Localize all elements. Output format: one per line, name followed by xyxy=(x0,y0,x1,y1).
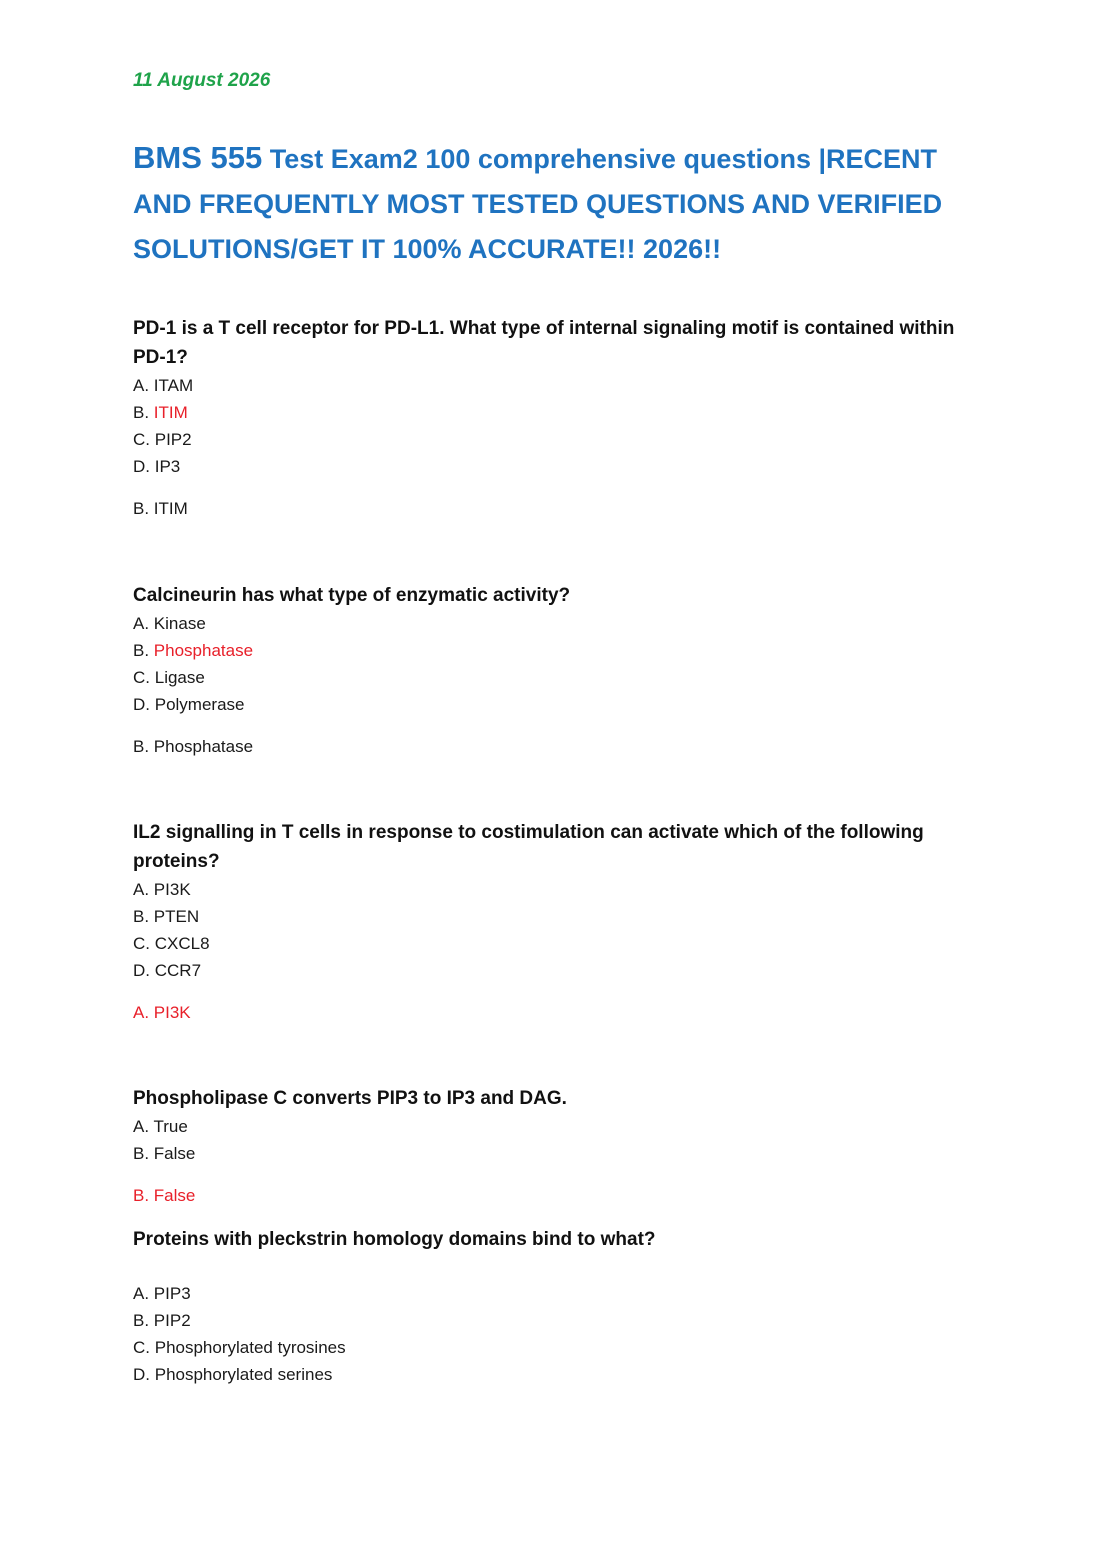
option-d xyxy=(133,957,973,984)
option-letter: A. xyxy=(133,880,154,899)
option-d xyxy=(133,691,973,718)
options-list xyxy=(133,876,973,984)
option-text: CCR7 xyxy=(154,961,202,980)
option-b xyxy=(133,637,973,664)
option-text: ITAM xyxy=(153,376,194,395)
option-letter: C. xyxy=(133,934,155,953)
option-b xyxy=(133,1307,973,1334)
document-title xyxy=(133,135,983,272)
option-letter: D. xyxy=(133,695,155,714)
question-text: Proteins with pleckstrin homology domains bind to what? xyxy=(133,1229,656,1250)
option-letter: A. xyxy=(133,376,154,395)
answer-text: A. PI3K xyxy=(133,1003,191,1022)
option-b xyxy=(133,903,973,930)
question-text: Phospholipase C converts PIP3 to IP3 and DAG. xyxy=(133,1088,567,1109)
option-letter: A. xyxy=(133,614,154,633)
option-a xyxy=(133,372,973,399)
option-letter: B. xyxy=(133,641,154,660)
option-letter: D. xyxy=(133,961,155,980)
option-a xyxy=(133,1113,973,1140)
course-code: BMS 555 xyxy=(133,140,263,175)
question-text: Calcineurin has what type of enzymatic activity? xyxy=(133,585,571,606)
question-block-3 xyxy=(133,818,973,1026)
option-text: Ligase xyxy=(154,668,205,687)
option-text: PI3K xyxy=(153,880,191,899)
options-list xyxy=(133,372,973,480)
option-letter: A. xyxy=(133,1284,154,1303)
option-letter: B. xyxy=(133,1311,154,1330)
option-a xyxy=(133,1280,973,1307)
option-a xyxy=(133,610,973,637)
question-block-2 xyxy=(133,581,973,760)
option-letter: D. xyxy=(133,1365,155,1384)
question-text: IL2 signalling in T cells in response to costimulation can activate which of the following proteins? xyxy=(133,822,924,872)
option-letter: B. xyxy=(133,1144,154,1163)
answer-text: B. False xyxy=(133,1186,196,1205)
options-list xyxy=(133,1280,973,1388)
option-c xyxy=(133,664,973,691)
options-list xyxy=(133,610,973,718)
answer-text: B. ITIM xyxy=(133,499,188,518)
option-c xyxy=(133,930,973,957)
option-c xyxy=(133,1334,973,1361)
option-text: PIP2 xyxy=(154,430,192,449)
document-date: 11 August 2026 xyxy=(133,70,271,91)
option-text: Polymerase xyxy=(154,695,245,714)
option-text: CXCL8 xyxy=(154,934,210,953)
option-d xyxy=(133,453,973,480)
option-text: PTEN xyxy=(153,907,200,926)
option-text: Phosphorylated tyrosines xyxy=(154,1338,346,1357)
options-list xyxy=(133,1113,973,1167)
option-letter: B. xyxy=(133,403,154,422)
option-d xyxy=(133,1361,973,1388)
question-block-1 xyxy=(133,314,973,522)
option-letter: C. xyxy=(133,668,155,687)
option-b xyxy=(133,1140,973,1167)
option-letter: A. xyxy=(133,1117,154,1136)
option-letter: B. xyxy=(133,907,154,926)
option-text: Phosphorylated serines xyxy=(154,1365,333,1384)
option-letter: D. xyxy=(133,457,155,476)
option-text: True xyxy=(153,1117,188,1136)
option-text: Kinase xyxy=(153,614,206,633)
question-text: PD-1 is a T cell receptor for PD-L1. What type of internal signaling motif is contained within PD-1? xyxy=(133,318,955,368)
option-text: PIP3 xyxy=(153,1284,191,1303)
option-text-highlighted: Phosphatase xyxy=(153,641,254,660)
option-letter: C. xyxy=(133,430,155,449)
option-c xyxy=(133,426,973,453)
question-block-4 xyxy=(133,1084,973,1209)
option-letter: C. xyxy=(133,1338,155,1357)
title-text: Test Exam2 100 comprehensive questions |RECENT AND FREQUENTLY MOST TESTED QUESTIONS AND VERIFIED SOLUTIONS/GET IT 100% ACCURATE!! 2026!! xyxy=(133,144,943,264)
option-text: False xyxy=(153,1144,196,1163)
option-text-highlighted: ITIM xyxy=(153,403,188,422)
option-a xyxy=(133,876,973,903)
option-b xyxy=(133,399,973,426)
answer-text: B. Phosphatase xyxy=(133,737,254,756)
option-text: PIP2 xyxy=(153,1311,191,1330)
option-text: IP3 xyxy=(154,457,181,476)
question-block-5 xyxy=(133,1225,973,1388)
